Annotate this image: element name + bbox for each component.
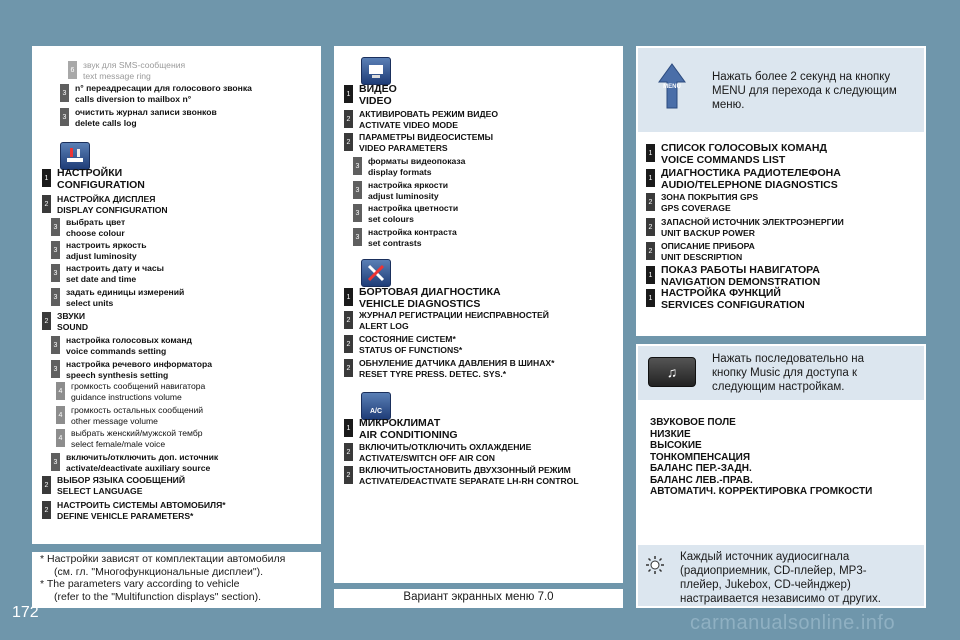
row-line: DEFINE VEHICLE PARAMETERS* [57, 511, 194, 521]
row-line: set date and time [66, 274, 137, 284]
level-badge: 2 [42, 476, 51, 494]
text-line: ЗВУКОВОЕ ПОЛЕ [650, 417, 736, 428]
text-line: следующим настройкам. [712, 381, 845, 393]
text-line: ТОНКОМПЕНСАЦИЯ [650, 451, 751, 463]
text-line: (радиоприемник, CD-плейер, MP3- [680, 565, 867, 577]
text-line: ВЫСОКИЕ [650, 440, 702, 451]
level-badge: 2 [646, 218, 655, 236]
menu-row [56, 381, 205, 403]
menu-row [646, 217, 844, 239]
menu-row [51, 335, 192, 357]
level-badge: 3 [51, 453, 60, 471]
level-badge: 2 [344, 110, 353, 128]
row-line: НАСТРОЙКА ДИСПЛЕЯ [57, 194, 156, 204]
menu-row [353, 227, 457, 249]
row-line: форматы видеопоказа [368, 156, 466, 166]
row-line: АКТИВИРОВАТЬ РЕЖИМ ВИДЕО [359, 109, 499, 119]
row-line: RESET TYRE PRESS. DETEC. SYS.* [359, 369, 507, 379]
level-badge: 2 [344, 133, 353, 151]
row-line: ЗАПАСНОЙ ИСТОЧНИК ЭЛЕКТРОЭНЕРГИИ [661, 217, 844, 227]
row-line: SELECT LANGUAGE [57, 486, 143, 496]
row-line: select units [66, 298, 114, 308]
text-line: АВТОМАТИЧ. КОРРЕКТИРОВКА ГРОМКОСТИ [650, 486, 873, 497]
menu-row [60, 83, 252, 105]
row-line: ПОКАЗ РАБОТЫ НАВИГАТОРА [661, 264, 820, 276]
level-badge: 3 [353, 204, 362, 222]
row-line: activate/deactivate auxiliary source [66, 463, 211, 473]
music-settings-list [650, 417, 872, 498]
text-line: * Настройки зависят от комплектации автомобиля [40, 553, 286, 565]
row-line: VIDEO PARAMETERS [359, 143, 448, 153]
row-line: настройка голосовых команд [66, 335, 193, 345]
level-badge: 2 [344, 359, 353, 377]
row-line: VEHICLE DIAGNOSTICS [359, 297, 481, 310]
menu-row [42, 194, 168, 216]
text-line: Каждый источник аудиосигнала [680, 551, 850, 563]
text-line: плейер, Jukebox, CD-чейнджер) [680, 579, 851, 591]
level-badge: 2 [344, 335, 353, 353]
row-line: НАСТРОЙКА ФУНКЦИЙ [661, 287, 781, 299]
menu-row [51, 287, 184, 309]
row-line: звук для SMS-сообщения [83, 60, 186, 70]
menu-row [344, 84, 397, 107]
video-camera-icon [361, 57, 391, 85]
level-badge: 3 [60, 108, 69, 126]
text-line: Нажать более 2 секунд на кнопку [712, 71, 891, 83]
row-line: очистить журнал записи звонков [75, 107, 217, 117]
menu-row [353, 203, 458, 225]
level-badge: 1 [646, 266, 655, 284]
menu-row [646, 288, 805, 311]
row-line: ЗОНА ПОКРЫТИЯ GPS [661, 192, 759, 202]
row-line: calls diversion to mailbox n° [75, 94, 192, 104]
row-line: n° переадресации для голосового звонка [75, 83, 252, 93]
row-line: ALERT LOG [359, 321, 409, 331]
menu-row [42, 500, 226, 522]
row-line: СОСТОЯНИЕ СИСТЕМ* [359, 334, 456, 344]
text-line: меню. [712, 99, 745, 111]
level-badge: 2 [646, 242, 655, 260]
text-line: БАЛАНС ЛЕВ.-ПРАВ. [650, 474, 753, 486]
row-line: громкость остальных сообщений [71, 405, 204, 415]
menu-row [344, 310, 549, 332]
row-line: AIR CONDITIONING [359, 428, 458, 441]
row-line: ВЫБОР ЯЗЫКА СООБЩЕНИЙ [57, 475, 185, 485]
menu-row [646, 265, 820, 288]
level-badge: 3 [353, 228, 362, 246]
level-badge: 3 [60, 84, 69, 102]
level-badge: 3 [51, 241, 60, 259]
row-line: NAVIGATION DEMONSTRATION [661, 275, 821, 288]
row-line: СПИСОК ГОЛОСОВЫХ КОМАНД [661, 142, 827, 154]
row-line: adjust luminosity [66, 251, 137, 261]
row-line: выбрать женский/мужской тембр [71, 428, 203, 438]
menu-row [51, 359, 212, 381]
menu-row [42, 475, 185, 497]
row-line: ACTIVATE/SWITCH OFF AIR CON [359, 453, 495, 463]
row-line: выбрать цвет [66, 217, 126, 227]
row-line: UNIT BACKUP POWER [661, 228, 755, 238]
row-line: choose colour [66, 228, 125, 238]
level-badge: 2 [344, 466, 353, 484]
menu-row [56, 428, 203, 450]
row-line: guidance instructions volume [71, 392, 182, 402]
row-line: voice commands setting [66, 346, 167, 356]
row-line: speech synthesis setting [66, 370, 169, 380]
menu-row [68, 60, 185, 82]
level-badge: 3 [51, 218, 60, 236]
row-line: БОРТОВАЯ ДИАГНОСТИКА [359, 286, 501, 298]
text-line: (см. гл. "Многофункциональные дисплеи"). [54, 565, 264, 578]
level-badge: 1 [344, 288, 353, 306]
level-badge: 2 [42, 312, 51, 330]
text-line: настраивается независимо от других. [680, 593, 881, 605]
menu-row [51, 217, 125, 239]
menu-row [344, 334, 462, 356]
level-badge: 3 [51, 264, 60, 282]
row-line: ОБНУЛЕНИЕ ДАТЧИКА ДАВЛЕНИЯ В ШИНАХ* [359, 358, 555, 368]
tip-text [680, 550, 881, 606]
menu-row [42, 168, 145, 191]
level-badge: 2 [344, 443, 353, 461]
row-line: включить/отключить доп. источник [66, 452, 219, 462]
row-line: SERVICES CONFIGURATION [661, 298, 805, 311]
row-line: VIDEO [359, 94, 392, 107]
menu-button-label: MENU [663, 84, 681, 90]
level-badge: 4 [56, 406, 65, 424]
row-line: delete calls log [75, 118, 137, 128]
row-line: adjust luminosity [368, 191, 439, 201]
row-line: text message ring [83, 71, 151, 81]
music-button-icon [648, 357, 696, 387]
level-badge: 4 [56, 382, 65, 400]
level-badge: 1 [344, 419, 353, 437]
level-badge: 3 [353, 157, 362, 175]
row-line: SOUND [57, 322, 89, 332]
row-line: ВИДЕО [359, 83, 397, 95]
watermark: carmanualsonline.info [690, 612, 896, 634]
row-line: GPS COVERAGE [661, 203, 731, 213]
ac-icon-label: A/C [369, 407, 383, 415]
menu-row [646, 241, 755, 263]
level-badge: 1 [42, 169, 51, 187]
menu-row [51, 240, 146, 262]
page-number: 172 [12, 604, 39, 621]
row-line: VOICE COMMANDS LIST [661, 153, 786, 166]
text-line: * The parameters vary according to vehicle [40, 578, 240, 590]
row-line: ACTIVATE VIDEO MODE [359, 120, 458, 130]
text-line: кнопку Music для доступа к [712, 367, 858, 379]
version-footer: Вариант экранных меню 7.0 [403, 591, 554, 603]
menu-row [344, 358, 554, 380]
row-line: ЗВУКИ [57, 311, 86, 321]
row-line: настроить дату и часы [66, 263, 165, 273]
row-line: set colours [368, 214, 414, 224]
level-badge: 6 [68, 61, 77, 79]
row-line: ЖУРНАЛ РЕГИСТРАЦИИ НЕИСПРАВНОСТЕЙ [359, 310, 549, 320]
menu-row [51, 263, 164, 285]
row-line: НАСТРОЙКИ [57, 167, 123, 179]
menu-button-icon [657, 62, 687, 112]
row-line: настроить яркость [66, 240, 147, 250]
row-line: ACTIVATE/DEACTIVATE SEPARATE LH-RH CONTROL [359, 476, 579, 486]
row-line: ПАРАМЕТРЫ ВИДЕОСИСТЕМЫ [359, 132, 494, 142]
row-line: select female/male voice [71, 439, 166, 449]
row-line: ДИАГНОСТИКА РАДИОТЕЛЕФОНА [661, 167, 841, 179]
menu-row [344, 442, 531, 464]
menu-row [344, 287, 501, 310]
menu-row [344, 109, 498, 131]
text-line: MENU для перехода к следующим [712, 85, 897, 97]
row-line: STATUS OF FUNCTIONS* [359, 345, 463, 355]
row-line: DISPLAY CONFIGURATION [57, 205, 168, 215]
level-badge: 1 [646, 144, 655, 162]
row-line: other message volume [71, 416, 158, 426]
text-line: (refer to the "Multifunction displays" section). [54, 590, 262, 603]
menu-row [51, 452, 218, 474]
menu-row [344, 418, 458, 441]
menu-row [60, 107, 217, 129]
menu-row [646, 143, 827, 166]
row-line: display formats [368, 167, 432, 177]
row-line: настройка цветности [368, 203, 459, 213]
menu-hint-text [712, 70, 897, 112]
menu-row [42, 311, 88, 333]
row-line: ВКЛЮЧИТЬ/ОТКЛЮЧИТЬ ОХЛАЖДЕНИЕ [359, 442, 532, 452]
row-line: set contrasts [368, 238, 422, 248]
row-line: UNIT DESCRIPTION [661, 252, 743, 262]
config-wrench-icon [60, 142, 90, 170]
row-line: задать единицы измерений [66, 287, 185, 297]
level-badge: 3 [51, 360, 60, 378]
text-line: БАЛАНС ПЕР.-ЗАДН. [650, 463, 752, 474]
menu-row [344, 465, 579, 487]
row-line: настройка яркости [368, 180, 449, 190]
air-conditioning-icon [361, 392, 391, 420]
row-line: ОПИСАНИЕ ПРИБОРА [661, 241, 755, 251]
tip-sun-icon [645, 555, 665, 575]
row-line: НАСТРОИТЬ СИСТЕМЫ АВТОМОБИЛЯ* [57, 500, 226, 510]
row-line: настройка речевого информатора [66, 359, 212, 369]
level-badge: 2 [42, 501, 51, 519]
level-badge: 2 [646, 193, 655, 211]
menu-row [646, 168, 841, 191]
menu-row [56, 405, 203, 427]
level-badge: 3 [51, 336, 60, 354]
level-badge: 1 [646, 289, 655, 307]
level-badge: 3 [51, 288, 60, 306]
level-badge: 1 [646, 169, 655, 187]
level-badge: 2 [42, 195, 51, 213]
row-line: МИКРОКЛИМАТ [359, 417, 441, 429]
row-line: громкость сообщений навигатора [71, 381, 206, 391]
row-line: ВКЛЮЧИТЬ/ОСТАНОВИТЬ ДВУХЗОННЫЙ РЕЖИМ [359, 465, 571, 475]
menu-row [344, 132, 493, 154]
menu-row [353, 180, 448, 202]
text-line: НИЗКИЕ [650, 428, 691, 440]
menu-row [646, 192, 758, 214]
text-line: Нажать последовательно на [712, 353, 864, 365]
music-hint-text [712, 352, 864, 394]
level-badge: 1 [344, 85, 353, 103]
row-line: CONFIGURATION [57, 178, 145, 191]
level-badge: 2 [344, 311, 353, 329]
row-line: AUDIO/TELEPHONE DIAGNOSTICS [661, 178, 838, 191]
menu-row [353, 156, 465, 178]
diagnostics-tools-icon [361, 259, 391, 287]
level-badge: 3 [353, 181, 362, 199]
footnote [40, 553, 285, 603]
music-note-icon: ♫ [666, 364, 678, 380]
row-line: настройка контраста [368, 227, 457, 237]
level-badge: 4 [56, 429, 65, 447]
